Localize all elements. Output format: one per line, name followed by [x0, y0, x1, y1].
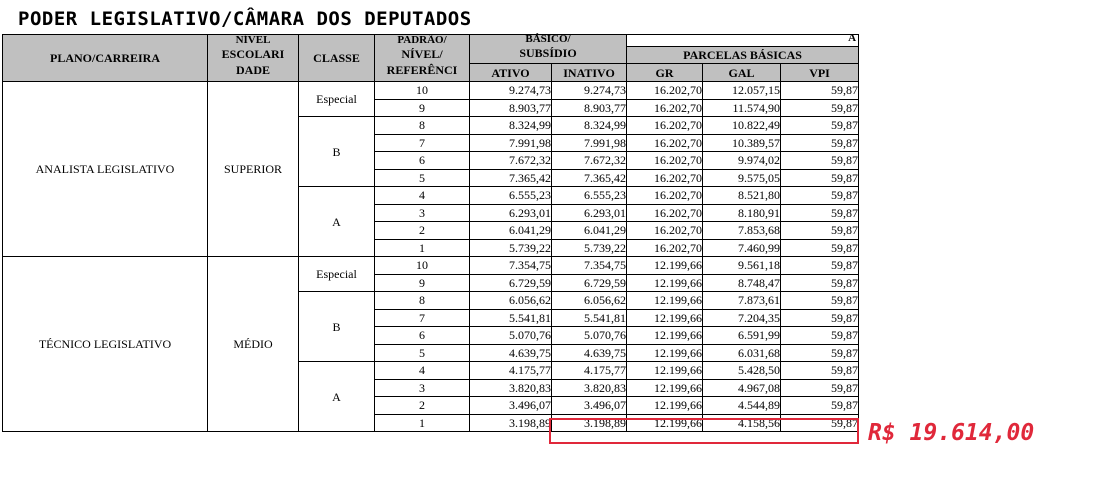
gr-cell: 12.199,66 [627, 397, 703, 415]
ativo-cell: 6.293,01 [470, 204, 552, 222]
reference-cell: 6 [375, 327, 470, 345]
gal-cell: 8.748,47 [703, 274, 781, 292]
reference-cell: 7 [375, 134, 470, 152]
ativo-cell: 6.041,29 [470, 222, 552, 240]
header-ativo: ATIVO [470, 64, 552, 82]
header-parcelas-basicas: PARCELAS BÁSICAS [627, 47, 859, 64]
reference-cell: 10 [375, 257, 470, 275]
inativo-cell: 8.903,77 [552, 99, 627, 117]
vpi-cell: 59,87 [781, 134, 859, 152]
career-name-cell: TÉCNICO LEGISLATIVO [3, 257, 208, 432]
reference-cell: 3 [375, 379, 470, 397]
gr-cell: 16.202,70 [627, 99, 703, 117]
inativo-cell: 9.274,73 [552, 82, 627, 100]
ativo-cell: 5.739,22 [470, 239, 552, 257]
gal-cell: 7.204,35 [703, 309, 781, 327]
career-name-cell: ANALISTA LEGISLATIVO [3, 82, 208, 257]
inativo-cell: 7.365,42 [552, 169, 627, 187]
header-basico-label: BÁSICO/ [525, 32, 571, 45]
gr-cell: 16.202,70 [627, 169, 703, 187]
ativo-cell: 3.198,89 [470, 414, 552, 432]
header-nivel-escolaridade [208, 35, 299, 82]
gal-cell: 6.031,68 [703, 344, 781, 362]
inativo-cell: 4.175,77 [552, 362, 627, 380]
ativo-cell: 6.056,62 [470, 292, 552, 310]
education-level-cell: SUPERIOR [208, 82, 299, 257]
gal-cell: 11.574,90 [703, 99, 781, 117]
gr-cell: 12.199,66 [627, 292, 703, 310]
gr-cell: 16.202,70 [627, 239, 703, 257]
inativo-cell: 4.639,75 [552, 344, 627, 362]
gr-cell: 12.199,66 [627, 274, 703, 292]
inativo-cell: 3.820,83 [552, 379, 627, 397]
vpi-cell: 59,87 [781, 257, 859, 275]
header-escolaridade-label: ESCOLARI DADE [221, 46, 285, 77]
header-nivel-label: NÍVEL [235, 33, 271, 46]
reference-cell: 4 [375, 187, 470, 205]
reference-cell: 1 [375, 414, 470, 432]
header-referencia-label: NÍVEL/ REFERÊNCI [386, 46, 458, 77]
gr-cell: 16.202,70 [627, 152, 703, 170]
header-basico-subsidio [470, 32, 627, 64]
reference-cell: 4 [375, 362, 470, 380]
reference-cell: 10 [375, 82, 470, 100]
gr-cell: 16.202,70 [627, 222, 703, 240]
inativo-cell: 8.324,99 [552, 117, 627, 135]
ativo-cell: 6.555,23 [470, 187, 552, 205]
ativo-cell: 3.820,83 [470, 379, 552, 397]
gal-cell: 9.575,05 [703, 169, 781, 187]
vpi-cell: 59,87 [781, 82, 859, 100]
gal-cell: 7.460,99 [703, 239, 781, 257]
ativo-cell: 4.175,77 [470, 362, 552, 380]
gal-cell: 4.967,08 [703, 379, 781, 397]
vpi-cell: 59,87 [781, 327, 859, 345]
inativo-cell: 5.739,22 [552, 239, 627, 257]
vpi-cell: 59,87 [781, 239, 859, 257]
gal-cell: 9.974,02 [703, 152, 781, 170]
reference-cell: 3 [375, 204, 470, 222]
reference-cell: 2 [375, 222, 470, 240]
reference-cell: 2 [375, 397, 470, 415]
header-gal: GAL [703, 64, 781, 82]
gr-cell: 16.202,70 [627, 204, 703, 222]
gr-cell: 16.202,70 [627, 82, 703, 100]
gal-cell: 4.158,56 [703, 414, 781, 432]
ativo-cell: 4.639,75 [470, 344, 552, 362]
inativo-cell: 7.672,32 [552, 152, 627, 170]
reference-cell: 1 [375, 239, 470, 257]
ativo-cell: 3.496,07 [470, 397, 552, 415]
gal-cell: 6.591,99 [703, 327, 781, 345]
class-cell: Especial [299, 82, 375, 117]
reference-cell: 5 [375, 344, 470, 362]
gal-cell: 8.180,91 [703, 204, 781, 222]
inativo-cell: 6.056,62 [552, 292, 627, 310]
ativo-cell: 6.729,59 [470, 274, 552, 292]
reference-cell: 9 [375, 274, 470, 292]
header-subsidio-label: SUBSÍDIO [519, 45, 577, 60]
salary-table [2, 34, 859, 432]
inativo-cell: 3.198,89 [552, 414, 627, 432]
vpi-cell: 59,87 [781, 274, 859, 292]
vpi-cell: 59,87 [781, 362, 859, 380]
ativo-cell: 9.274,73 [470, 82, 552, 100]
header-padrao-nivel-referencia [375, 35, 470, 82]
header-gr: GR [627, 64, 703, 82]
gr-cell: 12.199,66 [627, 344, 703, 362]
salary-table-body [3, 82, 859, 432]
vpi-cell: 59,87 [781, 152, 859, 170]
vpi-cell: 59,87 [781, 397, 859, 415]
header-classe: CLASSE [299, 35, 375, 82]
ativo-cell: 7.365,42 [470, 169, 552, 187]
header-top-strip [627, 32, 859, 47]
vpi-cell: 59,87 [781, 379, 859, 397]
gal-cell: 4.544,89 [703, 397, 781, 415]
header-padrao-label: PADRÃO/ [397, 33, 447, 46]
vpi-cell: 59,87 [781, 117, 859, 135]
inativo-cell: 5.541,81 [552, 309, 627, 327]
table-row [3, 82, 859, 100]
gr-cell: 16.202,70 [627, 134, 703, 152]
ativo-cell: 5.541,81 [470, 309, 552, 327]
gr-cell: 12.199,66 [627, 379, 703, 397]
reference-cell: 6 [375, 152, 470, 170]
gal-cell: 7.853,68 [703, 222, 781, 240]
header-plano-carreira: PLANO/CARREIRA [3, 35, 208, 82]
gal-cell: 12.057,15 [703, 82, 781, 100]
vpi-cell: 59,87 [781, 99, 859, 117]
gal-cell: 10.389,57 [703, 134, 781, 152]
gal-cell: 8.521,80 [703, 187, 781, 205]
gr-cell: 16.202,70 [627, 117, 703, 135]
ativo-cell: 8.903,77 [470, 99, 552, 117]
header-cut-letter: A [848, 32, 857, 44]
vpi-cell: 59,87 [781, 344, 859, 362]
inativo-cell: 5.070,76 [552, 327, 627, 345]
ativo-cell: 8.324,99 [470, 117, 552, 135]
gr-cell: 12.199,66 [627, 327, 703, 345]
header-vpi: VPI [781, 64, 859, 82]
gr-cell: 12.199,66 [627, 414, 703, 432]
gal-cell: 9.561,18 [703, 257, 781, 275]
class-cell: Especial [299, 257, 375, 292]
vpi-cell: 59,87 [781, 222, 859, 240]
ativo-cell: 5.070,76 [470, 327, 552, 345]
vpi-cell: 59,87 [781, 414, 859, 432]
gr-cell: 12.199,66 [627, 257, 703, 275]
reference-cell: 8 [375, 292, 470, 310]
inativo-cell: 3.496,07 [552, 397, 627, 415]
gal-cell: 5.428,50 [703, 362, 781, 380]
header-inativo: INATIVO [552, 64, 627, 82]
reference-cell: 9 [375, 99, 470, 117]
vpi-cell: 59,87 [781, 187, 859, 205]
inativo-cell: 6.555,23 [552, 187, 627, 205]
inativo-cell: 6.729,59 [552, 274, 627, 292]
gal-cell: 10.822,49 [703, 117, 781, 135]
class-cell: B [299, 117, 375, 187]
gr-cell: 12.199,66 [627, 309, 703, 327]
inativo-cell: 6.041,29 [552, 222, 627, 240]
table-row [3, 257, 859, 275]
vpi-cell: 59,87 [781, 204, 859, 222]
highlight-box [549, 418, 859, 444]
ativo-cell: 7.672,32 [470, 152, 552, 170]
gr-cell: 16.202,70 [627, 187, 703, 205]
vpi-cell: 59,87 [781, 169, 859, 187]
reference-cell: 5 [375, 169, 470, 187]
page-title: PODER LEGISLATIVO/CÂMARA DOS DEPUTADOS [18, 8, 472, 30]
class-cell: B [299, 292, 375, 362]
gal-cell: 7.873,61 [703, 292, 781, 310]
ativo-cell: 7.991,98 [470, 134, 552, 152]
class-cell: A [299, 362, 375, 432]
class-cell: A [299, 187, 375, 257]
inativo-cell: 7.991,98 [552, 134, 627, 152]
reference-cell: 7 [375, 309, 470, 327]
gr-cell: 12.199,66 [627, 362, 703, 380]
salary-table-wrapper [2, 32, 859, 438]
inativo-cell: 7.354,75 [552, 257, 627, 275]
vpi-cell: 59,87 [781, 309, 859, 327]
vpi-cell: 59,87 [781, 292, 859, 310]
education-level-cell: MÉDIO [208, 257, 299, 432]
inativo-cell: 6.293,01 [552, 204, 627, 222]
reference-cell: 8 [375, 117, 470, 135]
ativo-cell: 7.354,75 [470, 257, 552, 275]
total-annotation: R$ 19.614,00 [868, 420, 1035, 446]
